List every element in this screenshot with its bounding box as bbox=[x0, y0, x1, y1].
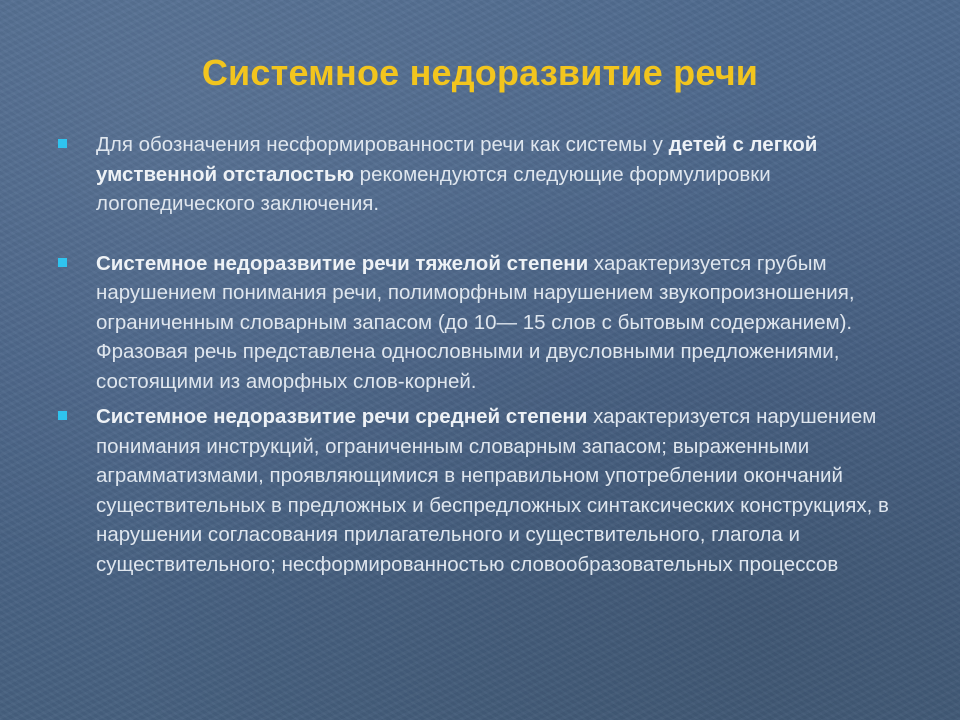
bullet-2-text-bold: Системное недоразвитие речи тяжелой степени bbox=[96, 251, 589, 275]
slide-content bbox=[58, 130, 908, 579]
bullet-1-text-bold: детей с легкой умственной отсталостью bbox=[96, 133, 818, 186]
bullet-item-2 bbox=[58, 249, 908, 397]
bullet-3-text-post: характеризуется нарушением понимания инструкций, ограниченным словарным запасом; выраженными аграмматизмами, проявляющимися в неправильном употреблении окончаний существительных в предложных и беспредложных синтаксических конструкциях, в нарушении согласования прилагательного и существительного, глагола и существительного; несформированностью словообразовательных процессов bbox=[96, 405, 889, 576]
bullet-2-text-post: характеризуется грубым нарушением понимания речи, полиморфным нарушением звукопроизношения, ограниченным словарным запасом (до 10— 15 слов с бытовым содержанием). Фразовая речь представлена однословными и двусловными предложениями, состоящими из аморфных слов-корней. bbox=[96, 251, 855, 393]
square-bullet-icon bbox=[58, 411, 67, 420]
slide-title: Системное недоразвитие речи bbox=[201, 52, 759, 93]
bullet-1-text-pre: Для обозначения несформированности речи как системы у bbox=[96, 133, 669, 156]
bullet-1-text-post: рекомендуются следующие формулировки логопедического заключения. bbox=[96, 162, 771, 215]
square-bullet-icon bbox=[58, 258, 67, 267]
bullet-item-1 bbox=[58, 130, 908, 219]
bullet-3-text-bold: Системное недоразвитие речи средней степени bbox=[96, 405, 588, 428]
square-bullet-icon bbox=[58, 139, 67, 148]
bullet-item-3 bbox=[58, 402, 908, 579]
